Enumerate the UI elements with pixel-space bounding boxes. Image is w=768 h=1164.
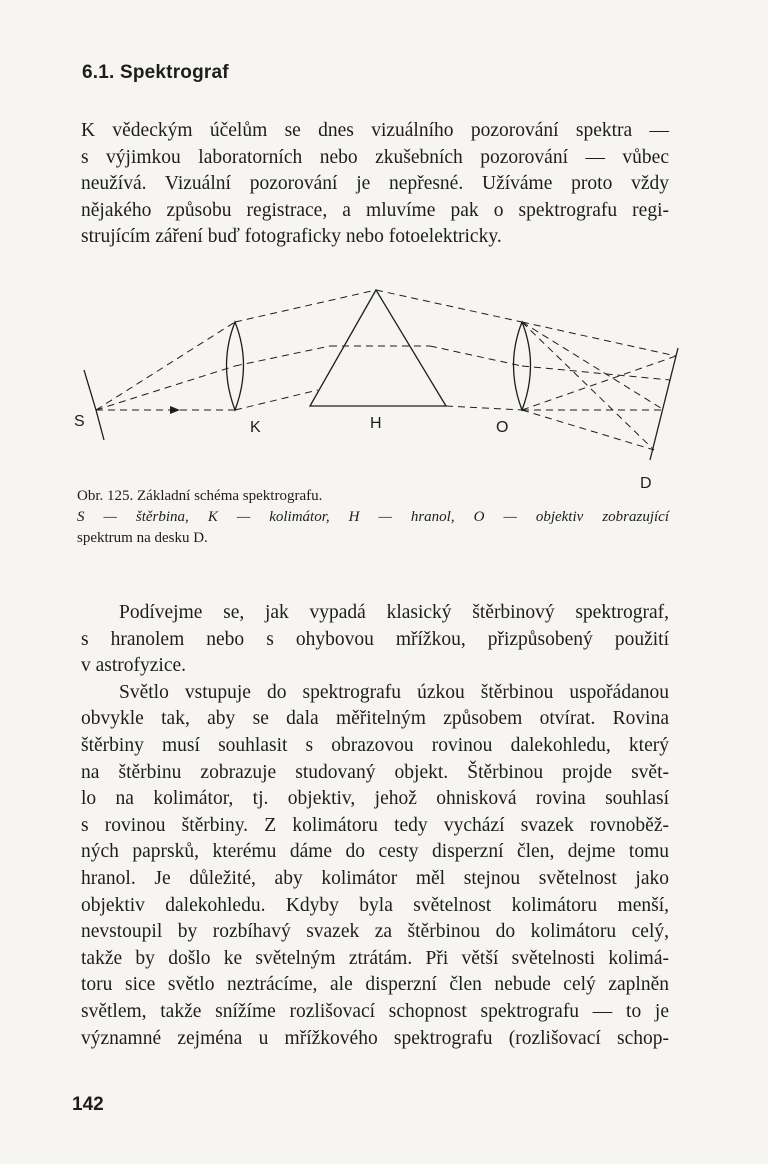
- detector-plate: [650, 348, 678, 460]
- text-line: na štěrbinu zobrazuje studovaný objekt. Štěrbinou projde svět-: [81, 761, 669, 783]
- text-line: Podívejme se, jak vypadá klasický štěrbinový spektrograf,: [119, 602, 669, 623]
- caption-line: Obr. 125. Základní schéma spektrografu.: [77, 488, 323, 504]
- text-line: neužívá. Vizuální pozorování je nepřesné. Užíváme proto vždy: [81, 173, 669, 195]
- caption-line: spektrum na desku D.: [77, 530, 208, 546]
- text-line: s rovinou štěrbiny. Z kolimátoru tedy vychází svazek rovnoběž-: [81, 814, 669, 836]
- text-line: hranol. Je důležité, aby kolimátor měl stejnou světelnost jako: [81, 867, 669, 889]
- text-line: toru sice světlo neztrácíme, ale disperzní člen nebude celý zaplněn: [81, 974, 669, 996]
- text-line: lo na kolimátor, tj. objektiv, jehož ohnisková rovina souhlasí: [81, 788, 669, 810]
- body-paragraph: [81, 600, 669, 1052]
- text-line: s hranolem nebo s ohybovou mřížkou, přizpůsobený použití: [81, 628, 669, 650]
- text-line: nevstoupil by rozbíhavý svazek za štěrbinou do kolimátoru celý,: [81, 921, 669, 943]
- text-line: v astrofyzice.: [81, 655, 187, 677]
- text-line: objektiv dalekohledu. Kdyby byla světelnost kolimátoru menší,: [81, 894, 669, 916]
- label-s: S: [74, 413, 85, 430]
- text-line: K vědeckým účelům se dnes vizuálního pozorování spektra —: [81, 120, 669, 141]
- label-h: H: [370, 415, 382, 432]
- label-o: O: [496, 419, 509, 436]
- figure-caption: [77, 486, 669, 549]
- text-line: ných paprsků, kterému dáme do cesty disperzní člen, dejme tomu: [81, 841, 669, 863]
- text-line: štěrbiny musí souhlasit s obrazovou rovinou dalekohledu, který: [81, 734, 669, 756]
- prism: [310, 290, 446, 406]
- label-k: K: [250, 419, 261, 436]
- text-line: strujícím záření buď fotograficky nebo fotoelektricky.: [81, 226, 502, 248]
- spectrograph-diagram: [60, 270, 700, 500]
- intro-paragraph: [81, 118, 669, 251]
- text-line: s výjimkou laboratorních nebo zkušebních pozorování — vůbec: [81, 146, 669, 168]
- page-number: 142: [72, 1094, 104, 1115]
- text-line: světlem, takže snížíme rozlišovací schopnost spektrografu — to je: [81, 1000, 669, 1022]
- text-line: takže by došlo ke světelným ztrátám. Při větší světelnosti kolimá-: [81, 947, 669, 969]
- text-line: nějakého způsobu registrace, a mluvíme pak o spektrografu regi-: [81, 199, 669, 221]
- text-line: obvykle tak, aby se dala měřitelným způsobem otvírat. Rovina: [81, 708, 669, 730]
- slit: [84, 370, 96, 410]
- text-line: Světlo vstupuje do spektrografu úzkou štěrbinou uspořádanou: [119, 681, 669, 703]
- text-line: významné zejména u mřížkového spektrografu (rozlišovací schop-: [81, 1027, 669, 1049]
- ray-arrow: [170, 406, 180, 414]
- ray-paths: [96, 290, 676, 450]
- slit-lower: [96, 410, 104, 440]
- label-d: D: [640, 475, 652, 492]
- caption-line: S — štěrbina, K — kolimátor, H — hranol, O — objektiv zobrazující: [77, 509, 669, 525]
- section-heading: 6.1. Spektrograf: [82, 62, 229, 83]
